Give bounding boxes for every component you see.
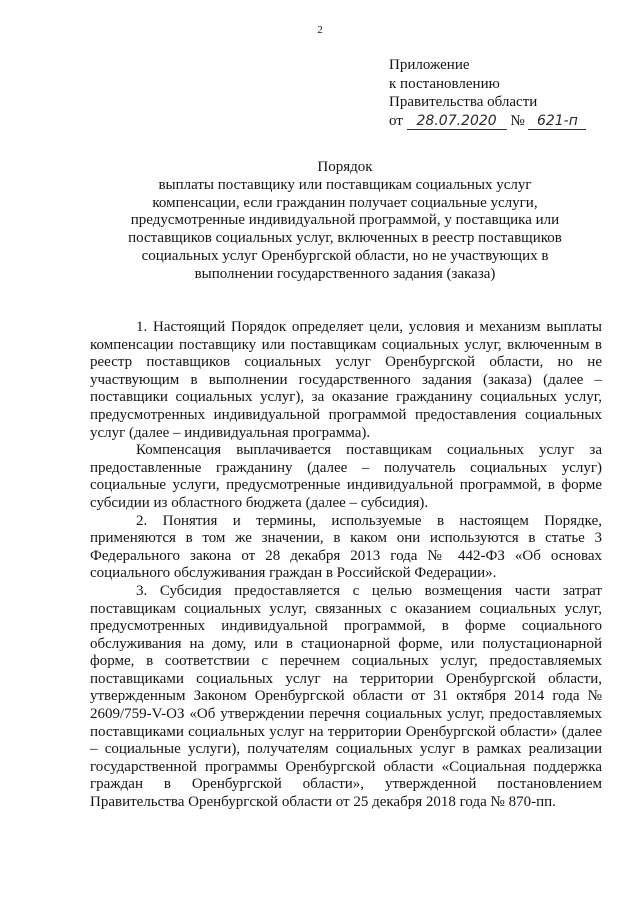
appendix-line-2: к постановлению	[389, 75, 500, 92]
paragraph-2: 2. Понятия и термины, используемые в настоящем Порядке, применяются в том же значении, в каком они используются в статье 3 Федерального закона от 28 декабря 2013 года № 442-ФЗ «Об основах социального обслуживания граждан в Российской Федерации».	[90, 512, 602, 582]
title-subtitle-line: выплаты поставщику или поставщикам социальных услуг	[158, 176, 532, 193]
page-number: 2	[317, 24, 323, 36]
title-subtitle-line: поставщиков социальных услуг, включенных в реестр поставщиков	[128, 230, 562, 247]
handwritten-number: 621-п	[528, 113, 586, 130]
date-prefix: от	[389, 112, 403, 129]
document-title	[90, 159, 600, 284]
document-body	[90, 319, 602, 812]
appendix-date-line	[389, 112, 586, 131]
paragraph-1: 1. Настоящий Порядок определяет цели, условия и механизм выплаты компенсации поставщику или поставщикам социальных услуг, включенным в реестр поставщиков социальных услуг Оренбургской области, но не участвующим в выполнении государственного задания (заказа) (далее – поставщики социальных услуг), за оказание гражданину социальных услуг, предусмотренных индивидуальной программой предоставления социальных услуг (далее – индивидуальная программа).	[90, 319, 602, 441]
paragraph-compensation: Компенсация выплачивается поставщикам социальных услуг за предоставленные гражданину (далее – получатель социальных услуг) социальные услуги, предусмотренные индивидуальной программой, в форме субсидии из областного бюджета (далее – субсидия).	[90, 442, 602, 511]
paragraph-3: 3. Субсидия предоставляется с целью возмещения части затрат поставщикам социальных услуг, связанных с оказанием социальных услуг, предусмотренных индивидуальной программой, в форме социального обслуживания на дому, или в стационарной форме, или полустационарной форме, в соответствии с перечнем социальных услуг, предоставляемых поставщиками социальных услуг на территории Оренбургской области, утвержденным Законом Оренбургской области от 31 октября 2014 года № 2609/759-V-ОЗ «Об утверждении перечня социальных услуг, предоставляемых поставщиками социальных услуг на территории Оренбургской области» (далее – социальные услуги), получателям социальных услуг в рамках реализации государственной программы Оренбургской области «Социальная поддержка граждан в Оренбургской области», утвержденной постановлением Правительства Оренбургской области от 25 декабря 2018 года № 870-пп.	[90, 582, 602, 811]
title-subtitle-line: выполнении государственного задания (заказа)	[194, 265, 496, 282]
appendix-line-1: Приложение	[389, 57, 470, 73]
number-prefix: №	[510, 112, 525, 129]
handwritten-date: 28.07.2020	[407, 113, 507, 130]
title-subtitle-line: социальных услуг Оренбургской области, но не участвующих в	[141, 247, 549, 264]
appendix-block	[389, 56, 586, 130]
appendix-line-3: Правительства области	[389, 94, 538, 110]
title-subtitle-line: предусмотренные индивидуальной программой, у поставщика или	[130, 212, 560, 229]
title-subtitle-line: компенсации, если гражданин получает социальные услуги,	[152, 194, 538, 211]
title-heading: Порядок	[317, 159, 373, 175]
